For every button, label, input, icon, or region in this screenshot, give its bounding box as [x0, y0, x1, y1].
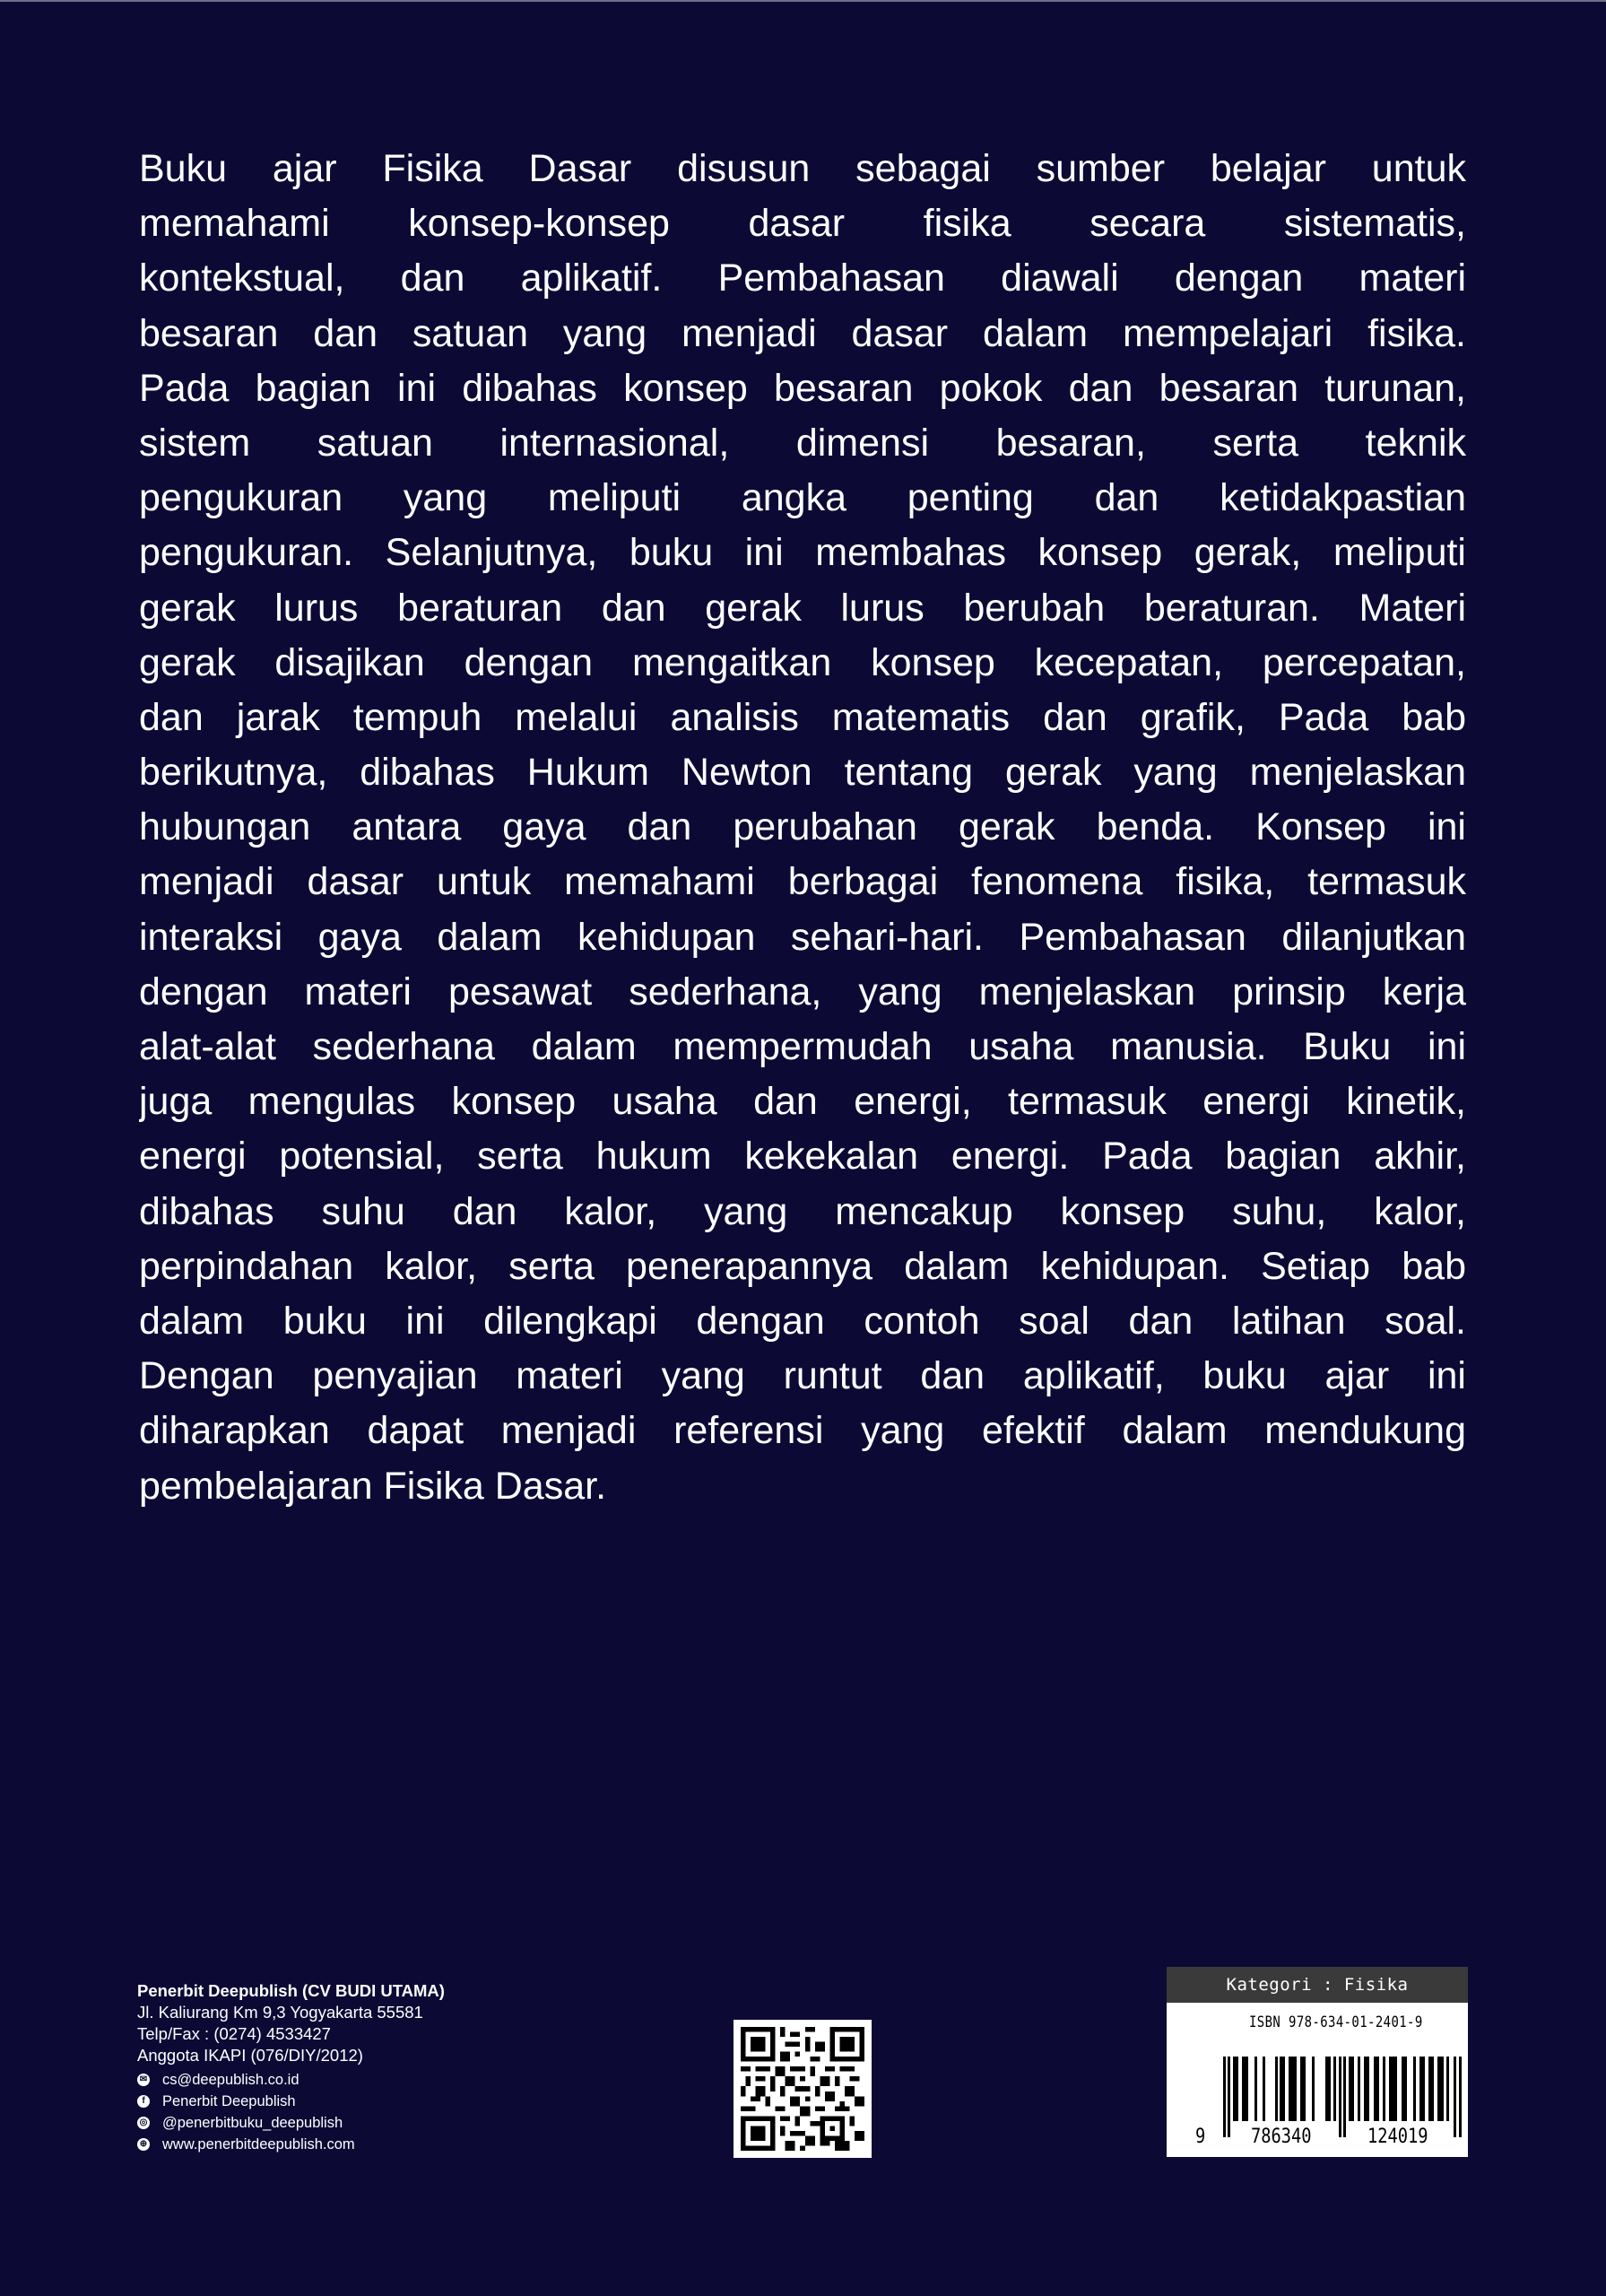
blurb-line: sistem satuan internasional, dimensi besaran, serta teknik: [139, 421, 1466, 465]
blurb-line: Dengan penyajian materi yang runtut dan aplikatif, buku ajar ini: [139, 1354, 1466, 1398]
blurb-line: energi potensial, serta hukum kekekalan energi. Pada bagian akhir,: [139, 1135, 1466, 1178]
blurb-line: Pada bagian ini dibahas konsep besaran pokok dan besaran turunan,: [139, 366, 1466, 410]
contact-instagram: [137, 2112, 445, 2134]
publisher-info: [137, 1980, 445, 2155]
blurb-line: perpindahan kalor, serta penerapannya dalam kehidupan. Setiap bab: [139, 1244, 1466, 1288]
barcode-right-digits: 124019: [1367, 2126, 1428, 2148]
blurb-line: interaksi gaya dalam kehidupan sehari-hari. Pembahasan dilanjutkan: [139, 915, 1466, 959]
blurb-line: alat-alat sederhana dalam mempermudah usaha manusia. Buku ini: [139, 1025, 1466, 1068]
contact-email: [137, 2069, 445, 2091]
blurb-line: dibahas suhu dan kalor, yang mencakup konsep suhu, kalor,: [139, 1189, 1466, 1233]
blurb-line: gerak lurus beraturan dan gerak lurus berubah beraturan. Materi: [139, 586, 1466, 630]
facebook-icon: f: [137, 2095, 150, 2108]
blurb-line-last: pembelajaran Fisika Dasar.: [139, 1464, 607, 1508]
blurb-line: kontekstual, dan aplikatif. Pembahasan diawali dengan materi: [139, 257, 1466, 300]
category-label: Kategori : Fisika: [1167, 1967, 1468, 2003]
email-icon: ✉: [137, 2074, 150, 2086]
blurb-line: dalam buku ini dilengkapi dengan contoh soal dan latihan soal.: [139, 1299, 1466, 1343]
blurb-line: memahami konsep-konsep dasar fisika secara sistematis,: [139, 202, 1466, 246]
qr-code-icon: [741, 2027, 864, 2151]
contact-facebook: [137, 2091, 445, 2112]
publisher-contacts: [137, 2069, 445, 2155]
blurb-line: juga mengulas konsep usaha dan energi, termasuk energi kinetik,: [139, 1080, 1466, 1124]
publisher-address: Jl. Kaliurang Km 9,3 Yogyakarta 55581: [137, 2003, 423, 2022]
blurb-line: hubungan antara gaya dan perubahan gerak benda. Konsep ini: [139, 805, 1466, 849]
barcode-lead-digit: 9: [1195, 2126, 1206, 2148]
top-edge-divider: [0, 0, 1606, 2]
barcode-left-digits: 786340: [1251, 2126, 1312, 2148]
blurb-line: pengukuran yang meliputi angka penting dan ketidakpastian: [139, 476, 1466, 520]
barcode-icon: [1167, 2048, 1468, 2137]
blurb-line: besaran dan satuan yang menjadi dasar dalam mempelajari fisika.: [139, 311, 1466, 355]
contact-facebook-text: Penerbit Deepublish: [162, 2093, 296, 2109]
blurb-line: diharapkan dapat menjadi referensi yang efektif dalam mendukung: [139, 1409, 1466, 1453]
isbn-barcode-box: [1167, 1967, 1468, 2157]
instagram-icon: ◎: [137, 2117, 150, 2129]
blurb-line: Buku ajar Fisika Dasar disusun sebagai sumber belajar untuk: [139, 147, 1466, 190]
blurb-line: berikutnya, dibahas Hukum Newton tentang gerak yang menjelaskan: [139, 751, 1466, 795]
publisher-name: Penerbit Deepublish (CV BUDI UTAMA): [137, 1981, 445, 2000]
publisher-phone: Telp/Fax : (0274) 4533427: [137, 2024, 331, 2043]
blurb-line: dan jarak tempuh melalui analisis matematis dan grafik, Pada bab: [139, 695, 1466, 739]
blurb-line: menjadi dasar untuk memahami berbagai fenomena fisika, termasuk: [139, 860, 1466, 904]
contact-email-text: cs@deepublish.co.id: [162, 2072, 299, 2088]
isbn-number: ISBN 978-634-01-2401-9: [1249, 2013, 1423, 2031]
globe-icon: ⊕: [137, 2138, 150, 2151]
back-cover-blurb: [139, 142, 1466, 1514]
contact-website: [137, 2134, 445, 2155]
blurb-line: dengan materi pesawat sederhana, yang menjelaskan prinsip kerja: [139, 970, 1466, 1013]
contact-website-text: www.penerbitdeepublish.com: [162, 2136, 355, 2152]
contact-instagram-text: @penerbitbuku_deepublish: [162, 2115, 343, 2131]
blurb-line: gerak disajikan dengan mengaitkan konsep kecepatan, percepatan,: [139, 640, 1466, 684]
publisher-membership: Anggota IKAPI (076/DIY/2012): [137, 2046, 363, 2065]
qr-code: [734, 2020, 872, 2158]
blurb-line: pengukuran. Selanjutnya, buku ini membahas konsep gerak, meliputi: [139, 531, 1466, 575]
